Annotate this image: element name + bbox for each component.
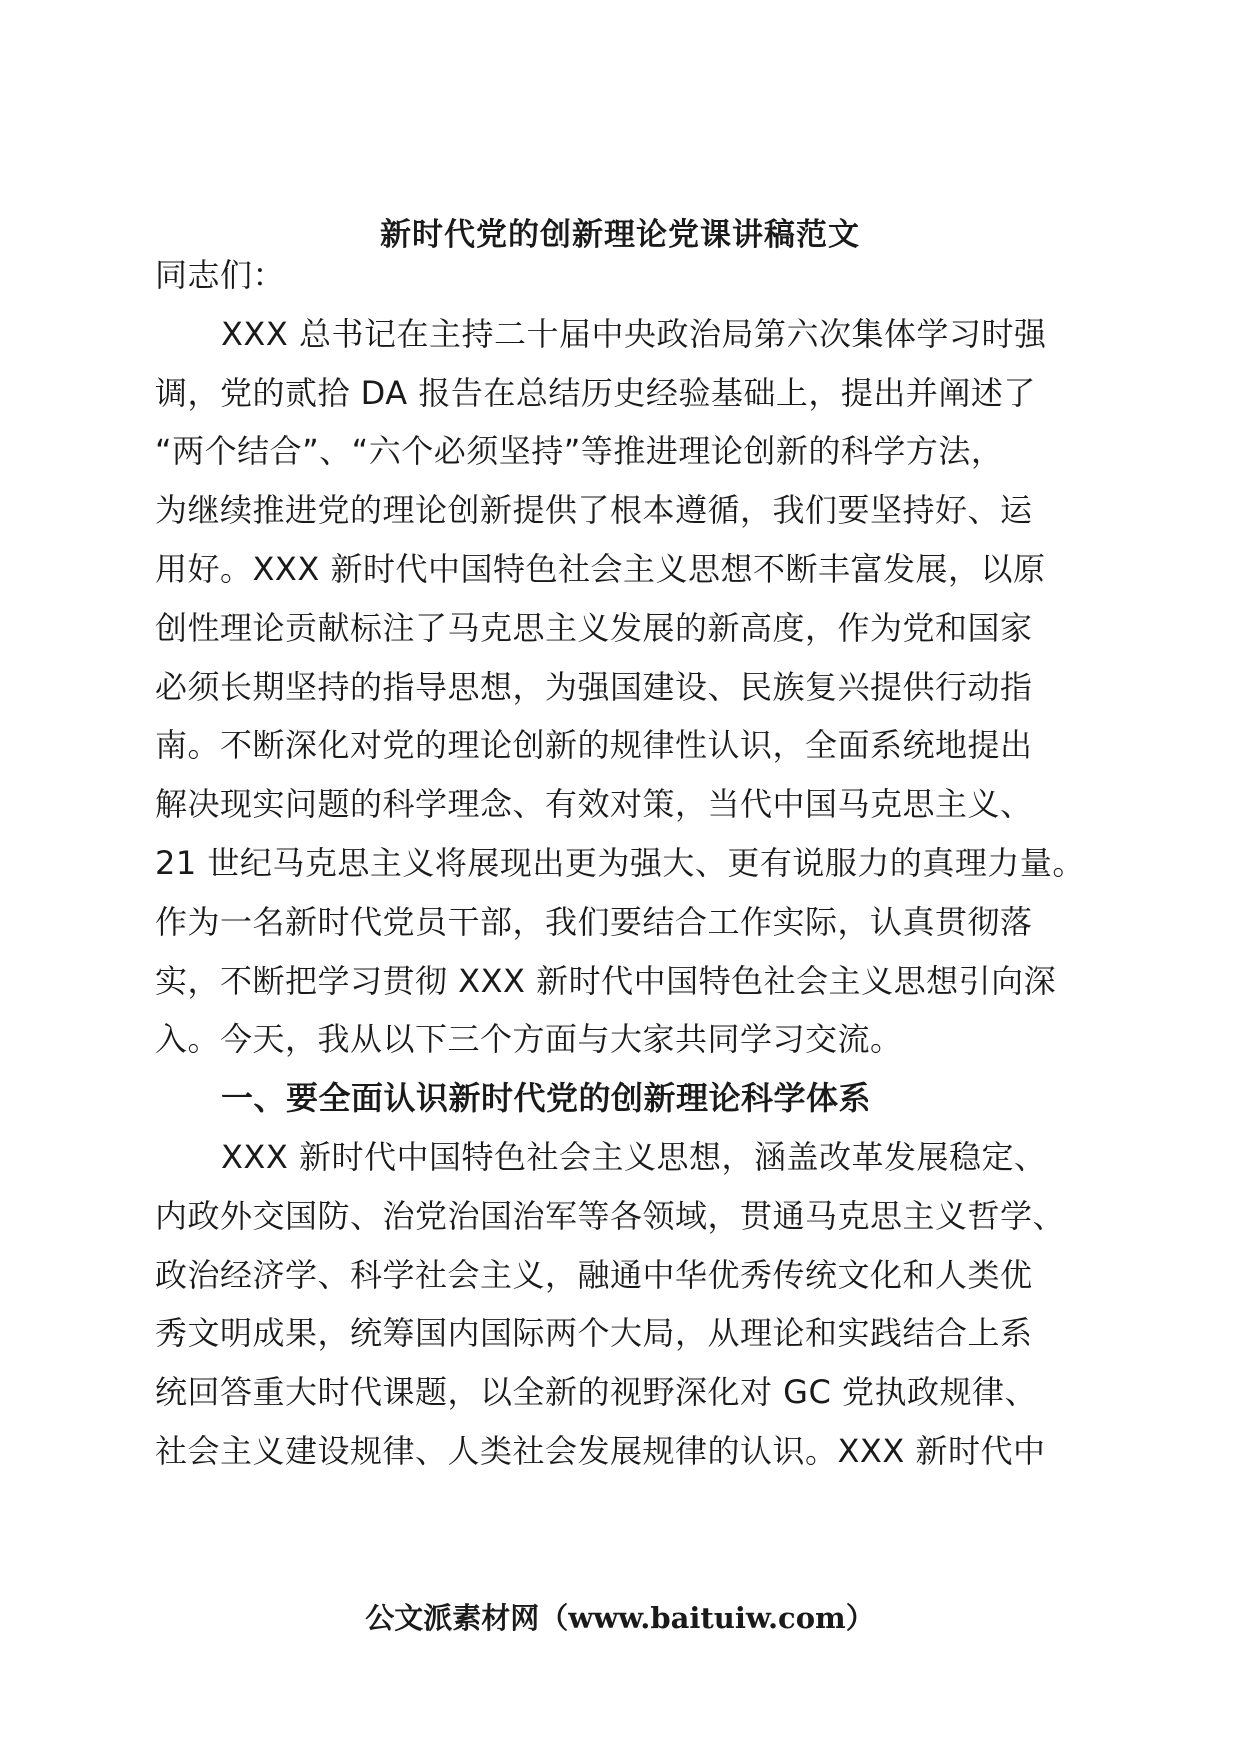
section-heading: 一、要全面认识新时代党的创新理论科学体系 [221,1079,872,1118]
body-line: 统回答重大时代课题，以全新的视野深化对 GC 党执政规律、 [155,1373,1037,1412]
body-line: 实，不断把学习贯彻 XXX 新时代中国特色社会主义思想引向深 [155,961,1057,1000]
document-body [155,246,1103,1481]
salutation: 同志们： [155,256,286,294]
body-line: 入。今天，我从以下三个方面与大家共同学习交流。 [155,1020,903,1059]
footer-source: 公文派素材网（www.baituiw.com） [365,1601,875,1635]
document-title: 新时代党的创新理论党课讲稿范文 [380,217,860,253]
body-line: 21 世纪马克思主义将展现出更为强大、更有说服力的真理力量。 [155,843,1085,882]
body-line: 调，党的贰拾 DA 报告在总结历史经验基础上，提出并阐述了 [155,373,1036,412]
body-line: 作为一名新时代党员干部，我们要结合工作实际，认真贯彻落 [155,902,1033,941]
body-line: 社会主义建设规律、人类社会发展规律的认识。XXX 新时代中 [155,1431,1046,1470]
body-line: “两个结合”、“六个必须坚持”等推进理论创新的科学方法， [155,432,1004,471]
body-line: 必须长期坚持的指导思想，为强国建设、民族复兴提供行动指 [155,667,1033,706]
body-line: 为继续推进党的理论创新提供了根本遵循，我们要坚持好、运 [155,491,1033,530]
body-line: XXX 新时代中国特色社会主义思想，涵盖改革发展稳定、 [221,1137,1047,1176]
body-line: 创性理论贡献标注了马克思主义发展的新高度，作为党和国家 [155,608,1033,647]
body-line: 内政外交国防、治党治国治军等各领域，贯通马克思主义哲学、 [155,1196,1066,1235]
body-line: 南。不断深化对党的理论创新的规律性认识，全面系统地提出 [155,726,1033,765]
body-line: 解决现实问题的科学理念、有效对策，当代中国马克思主义、 [155,785,1033,824]
body-line: 秀文明成果，统筹国内国际两个大局，从理论和实践结合上系 [155,1314,1033,1353]
body-line: 用好。XXX 新时代中国特色社会主义思想不断丰富发展，以原 [155,549,1046,588]
body-line: XXX 总书记在主持二十届中央政治局第六次集体学习时强 [221,314,1047,353]
body-line: 政治经济学、科学社会主义，融通中华优秀传统文化和人类优 [155,1255,1033,1294]
